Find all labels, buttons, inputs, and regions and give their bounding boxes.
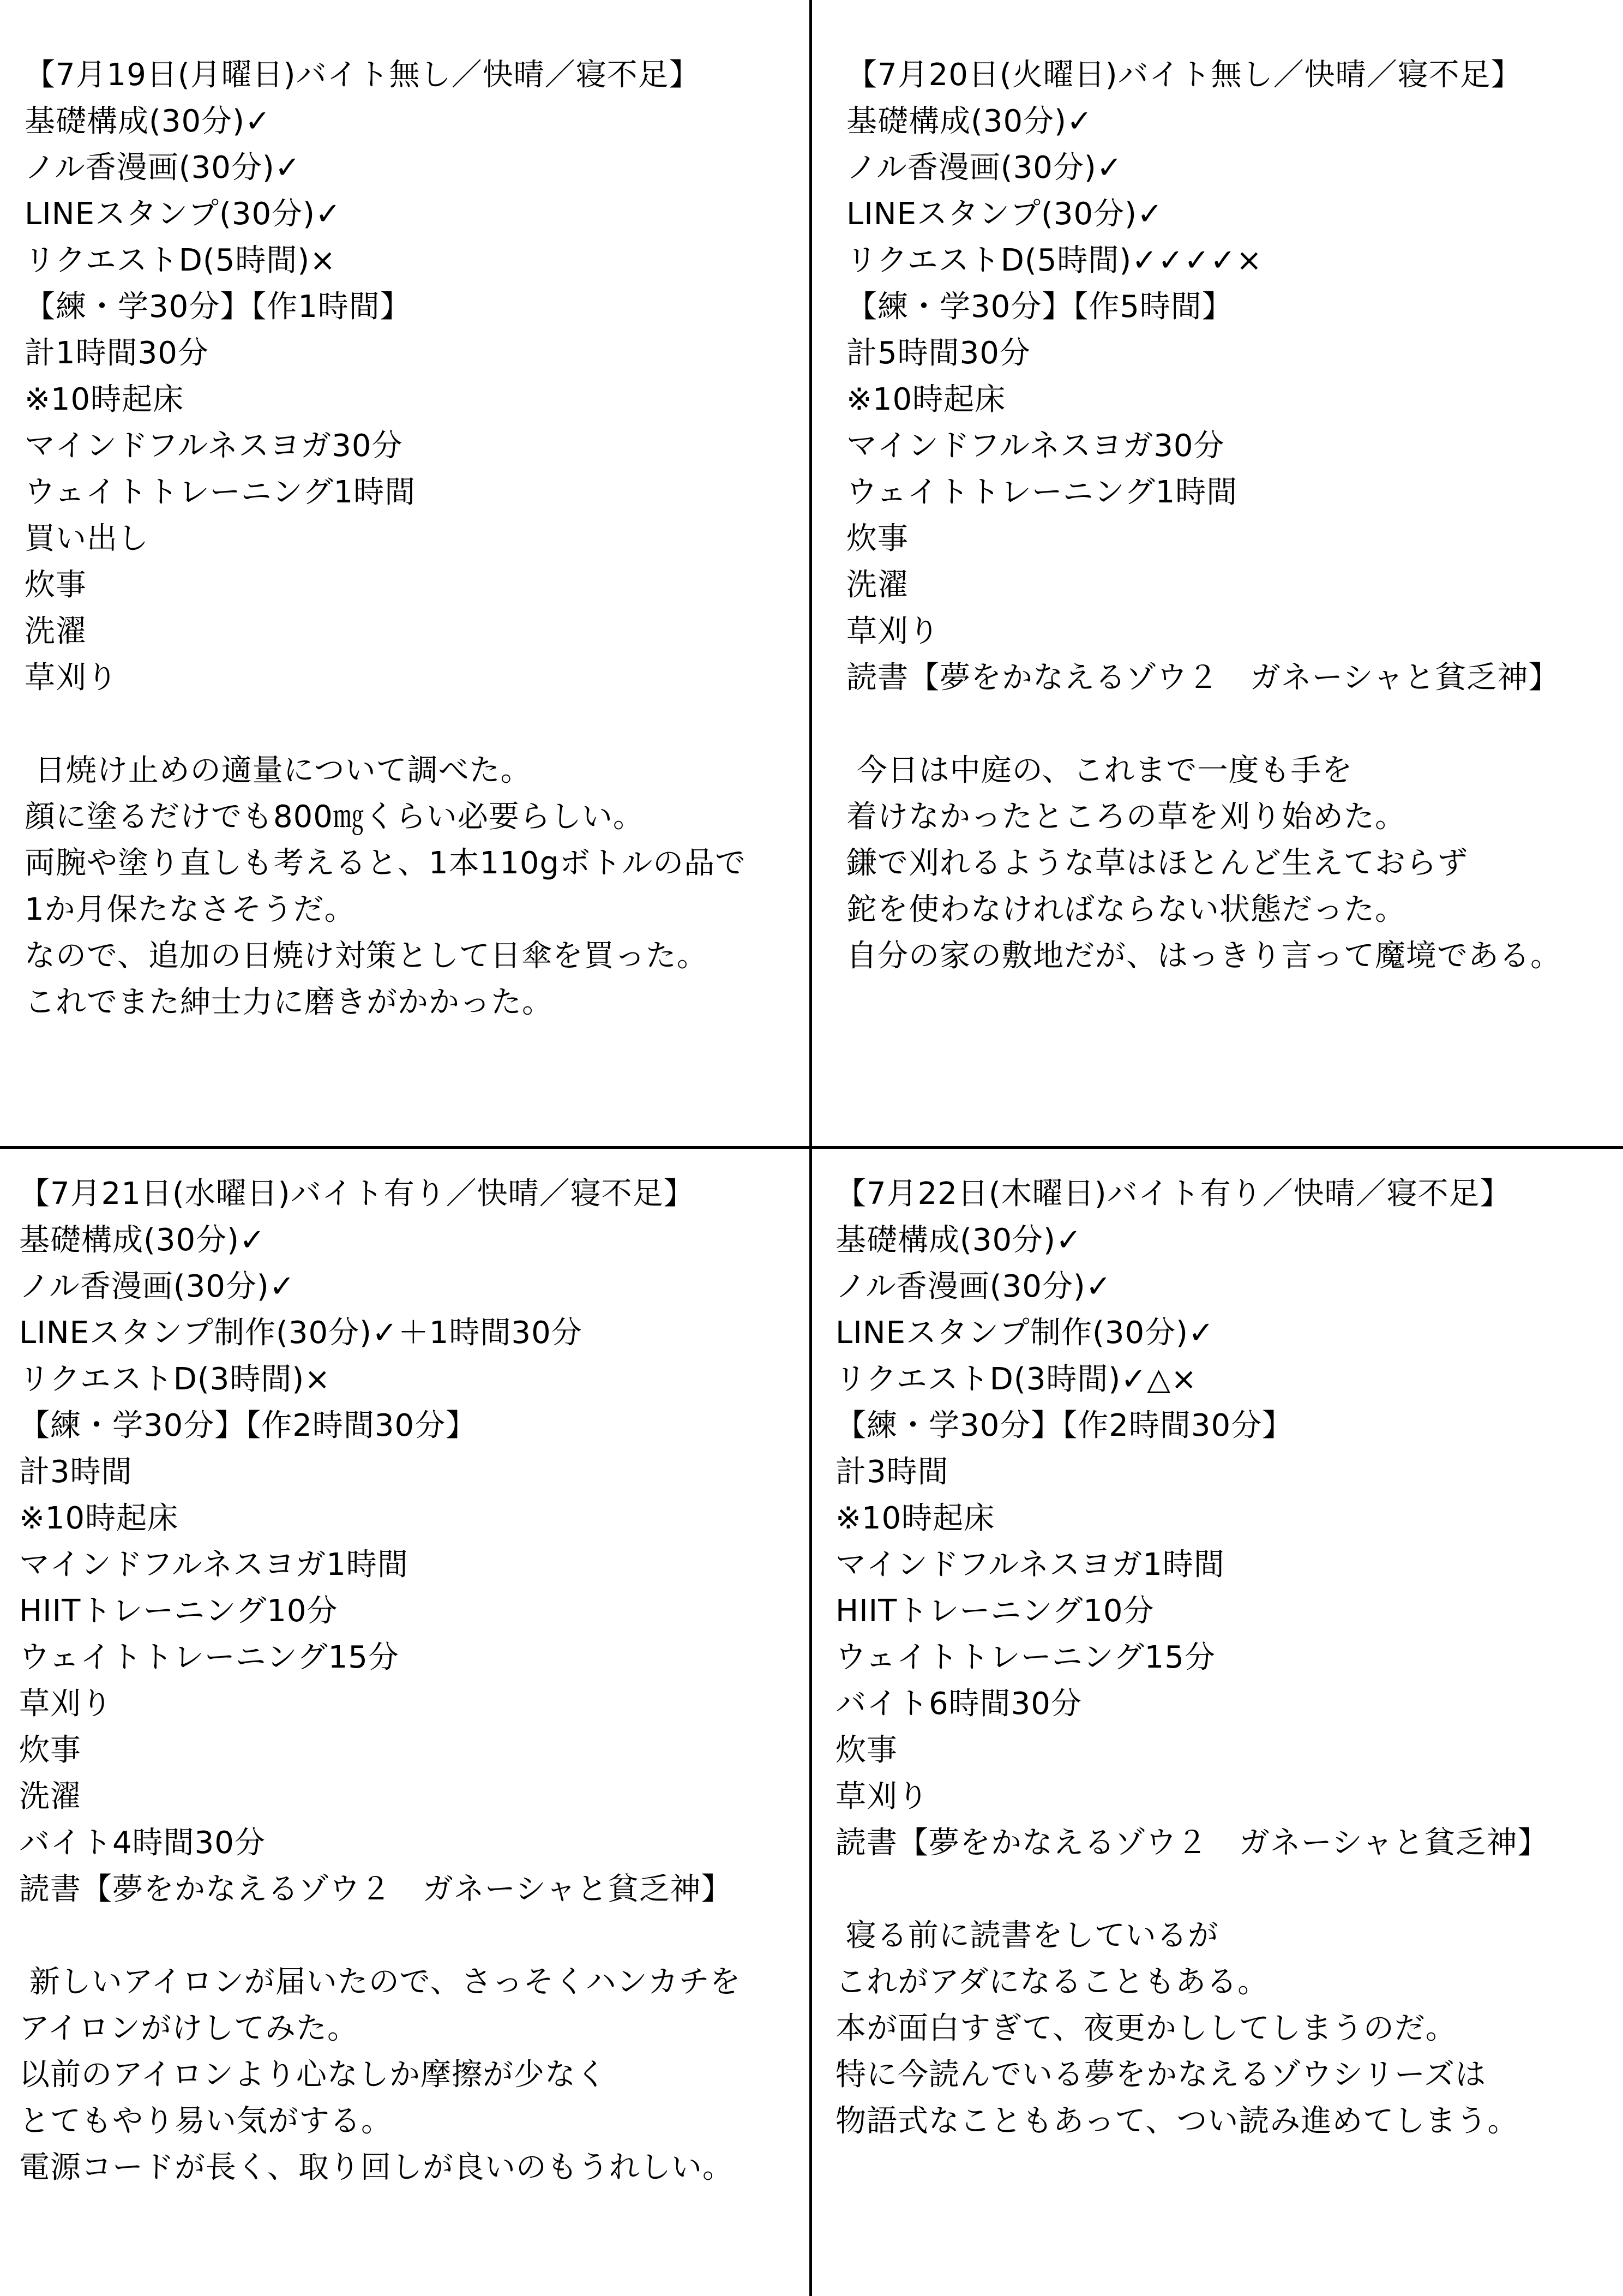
log-item: 草刈り <box>846 614 940 649</box>
diary-line: アイロンがけしてみた。 <box>19 2011 358 2046</box>
diary-line: 鎌で刈れるような草はほとんど生えておらず <box>846 846 1468 881</box>
horizontal-divider <box>0 1146 1623 1149</box>
diary-line: これがアダになることもある。 <box>835 1964 1269 2000</box>
log-item: 【練・学30分】【作1時間】 <box>25 289 411 325</box>
diary-line: 鉈を使わなければならない状態だった。 <box>846 892 1406 927</box>
log-item: 炊事 <box>835 1733 898 1768</box>
diary-line: 着けなかったところの草を刈り始めた。 <box>846 799 1406 835</box>
diary-line: 本が面白すぎて、夜更かししてしまうのだ。 <box>835 2011 1457 2046</box>
diary-line: 顔に塗るだけでも800㎎くらい必要らしい。 <box>25 799 644 835</box>
log-item: 読書【夢をかなえるゾウ２ ガネーシャと貧乏神】 <box>835 1825 1549 1861</box>
log-item: マインドフルネスヨガ30分 <box>25 428 403 464</box>
diary-line: これでまた紳士力に磨きがかかった。 <box>25 985 553 1020</box>
log-item: 基礎構成(30分)✓ <box>835 1222 1082 1258</box>
log-item: ※10時起床 <box>846 382 1006 417</box>
log-item: ノル香漫画(30分)✓ <box>25 150 301 185</box>
log-item: バイト4時間30分 <box>19 1825 266 1861</box>
entry-header: 【7月19日(月曜日)バイト無し／快晴／寝不足】 <box>25 57 700 93</box>
log-item: 【練・学30分】【作5時間】 <box>846 289 1233 325</box>
log-item: ノル香漫画(30分)✓ <box>846 150 1123 185</box>
diary-line: 今日は中庭の、これまで一度も手を <box>846 753 1353 788</box>
log-item: 草刈り <box>19 1686 112 1722</box>
diary-line: 新しいアイロンが届いたので、さっそくハンカチを <box>19 1964 741 2000</box>
log-item: マインドフルネスヨガ1時間 <box>835 1547 1225 1582</box>
diary-entry-jul22 <box>835 1171 1621 2144</box>
diary-line: 両腕や塗り直しも考えると、1本110gボトルの品で <box>25 846 747 881</box>
log-item: マインドフルネスヨガ1時間 <box>19 1547 408 1582</box>
log-item: LINEスタンプ制作(30分)✓ <box>835 1315 1215 1351</box>
entry-header: 【7月21日(水曜日)バイト有り／快晴／寝不足】 <box>19 1176 695 1212</box>
diary-line: 自分の家の敷地だが、はっきり言って魔境である。 <box>846 938 1561 974</box>
log-item: 【練・学30分】【作2時間30分】 <box>835 1408 1294 1443</box>
log-item: 洗濯 <box>19 1779 81 1814</box>
log-item: マインドフルネスヨガ30分 <box>846 428 1225 464</box>
log-item: 基礎構成(30分)✓ <box>25 104 271 139</box>
log-item: 読書【夢をかなえるゾウ２ ガネーシャと貧乏神】 <box>846 660 1560 696</box>
log-item: 炊事 <box>25 567 87 603</box>
log-item: ウェイトトレーニング15分 <box>835 1640 1216 1675</box>
log-item: HIITトレーニング10分 <box>19 1593 338 1629</box>
diary-entry-jul20 <box>846 52 1621 979</box>
log-item: ウェイトトレーニング1時間 <box>25 475 416 510</box>
log-item: ※10時起床 <box>25 382 184 417</box>
log-item: LINEスタンプ(30分)✓ <box>25 196 341 232</box>
diary-entry-jul21 <box>19 1171 799 2191</box>
diary-line: 以前のアイロンより心なしか摩擦が少なく <box>19 2057 607 2093</box>
log-item: リクエストD(5時間)× <box>25 243 336 278</box>
log-item: 基礎構成(30分)✓ <box>846 104 1093 139</box>
diary-line: なので、追加の日焼け対策として日傘を買った。 <box>25 938 708 974</box>
log-item: HIITトレーニング10分 <box>835 1593 1155 1629</box>
diary-line: 寝る前に読書をしているが <box>835 1918 1219 1953</box>
diary-line: 日焼け止めの適量について調べた。 <box>25 753 532 788</box>
log-item: ノル香漫画(30分)✓ <box>835 1269 1112 1304</box>
diary-line: 1か月保たなさそうだ。 <box>25 892 356 927</box>
log-item: 計1時間30分 <box>25 335 209 371</box>
log-item: ※10時起床 <box>835 1501 995 1536</box>
log-item: 読書【夢をかなえるゾウ２ ガネーシャと貧乏神】 <box>19 1872 732 1907</box>
log-item: LINEスタンプ制作(30分)✓＋1時間30分 <box>19 1315 582 1351</box>
log-item: 洗濯 <box>846 567 909 603</box>
log-item: 炊事 <box>19 1733 81 1768</box>
log-item: ノル香漫画(30分)✓ <box>19 1269 296 1304</box>
entry-header: 【7月22日(木曜日)バイト有り／快晴／寝不足】 <box>835 1176 1511 1212</box>
log-item: リクエストD(5時間)✓✓✓✓× <box>846 243 1263 278</box>
diary-line: 電源コードが長く、取り回しが良いのもうれしい。 <box>19 2150 734 2185</box>
log-item: 基礎構成(30分)✓ <box>19 1222 266 1258</box>
log-item: LINEスタンプ(30分)✓ <box>846 196 1163 232</box>
log-item: 計3時間 <box>835 1454 949 1490</box>
log-item: 計5時間30分 <box>846 335 1031 371</box>
log-item: 炊事 <box>846 521 909 556</box>
log-item: ウェイトトレーニング1時間 <box>846 475 1238 510</box>
log-item: ※10時起床 <box>19 1501 179 1536</box>
diary-line: とてもやり易い気がする。 <box>19 2103 392 2139</box>
log-item: 洗濯 <box>25 614 87 649</box>
diary-entry-jul19 <box>25 52 799 1026</box>
log-item: ウェイトトレーニング15分 <box>19 1640 399 1675</box>
diary-line: 物語式なこともあって、つい読み進めてしまう。 <box>835 2103 1519 2139</box>
log-item: 草刈り <box>835 1779 929 1814</box>
log-item: 計3時間 <box>19 1454 133 1490</box>
log-item: 草刈り <box>25 660 118 696</box>
entry-header: 【7月20日(火曜日)バイト無し／快晴／寝不足】 <box>846 57 1522 93</box>
log-item: 【練・学30分】【作2時間30分】 <box>19 1408 477 1443</box>
log-item: リクエストD(3時間)× <box>19 1362 331 1397</box>
log-item: 買い出し <box>25 521 149 556</box>
diary-line: 特に今読んでいる夢をかなえるゾウシリーズは <box>835 2057 1487 2093</box>
log-item: リクエストD(3時間)✓△× <box>835 1362 1198 1397</box>
log-item: バイト6時間30分 <box>835 1686 1082 1722</box>
